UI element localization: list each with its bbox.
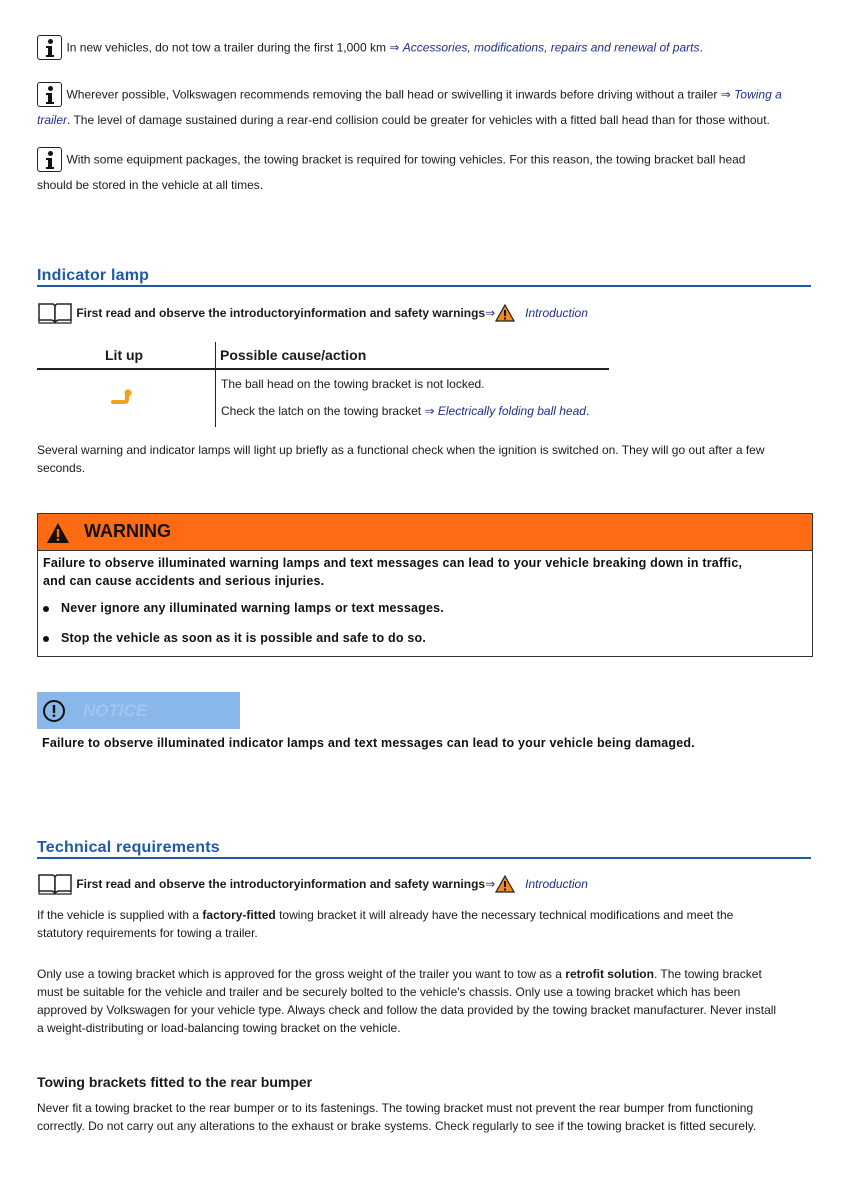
link-arrow: ⇒ bbox=[485, 877, 496, 891]
bullet-dot bbox=[43, 606, 49, 612]
info-note-1-after: . bbox=[699, 40, 703, 55]
info-note-3-line2: should be stored in the vehicle at all times. bbox=[37, 178, 264, 192]
read-first-line bbox=[37, 302, 737, 324]
info-note-2-after: . The level of damage sustained during a rear-end collision could be greater for vehicles with a fitted ball head than for those without. bbox=[67, 113, 770, 127]
tech-p1-a: If the vehicle is supplied with a bbox=[37, 908, 203, 922]
table-cause: The ball head on the towing bracket is not locked. bbox=[221, 377, 485, 391]
tech-p2-a: Only use a towing bracket which is approved for the gross weight of the trailer you want to tow as a bbox=[37, 967, 566, 981]
info-icon bbox=[37, 147, 62, 172]
book-icon bbox=[37, 873, 73, 895]
info-icon bbox=[37, 82, 62, 107]
table-action-after: . bbox=[585, 404, 590, 418]
link-arrow: ⇒ bbox=[485, 306, 496, 320]
lamp-table bbox=[37, 342, 609, 427]
table-action bbox=[221, 402, 589, 420]
table-vertical-divider bbox=[215, 342, 216, 427]
section-title-technical: Technical requirements bbox=[37, 839, 220, 856]
tech-p2-line3: approved by Volkswagen for your vehicle type. Always check and follow the data provided by the towing bracket manufacturer. Never install bbox=[37, 1003, 777, 1017]
table-header-rule bbox=[37, 368, 609, 370]
tech-p2-line2: must be suitable for the vehicle and trailer and be securely bolted to the vehicle's chassis. Only use a towing bracket which has been bbox=[37, 985, 741, 999]
tech-p1-line2: statutory requirements for towing a trailer. bbox=[37, 926, 258, 940]
warning-triangle-icon bbox=[495, 875, 515, 893]
notice-text: Failure to observe illuminated indicator lamps and text messages can lead to your vehicle being damaged. bbox=[42, 736, 695, 750]
tech-p2-line1 bbox=[37, 965, 762, 983]
tech-p2-line4: a weight-distributing or load-balancing towing bracket on the vehicle. bbox=[37, 1021, 401, 1035]
warning-bullet-1-text: Never ignore any illuminated warning lamps or text messages. bbox=[61, 601, 444, 615]
warning-bullet-1 bbox=[43, 599, 444, 617]
link-accessories[interactable]: Accessories, modifications, repairs and renewal of parts bbox=[402, 40, 700, 55]
link-introduction[interactable]: Introduction bbox=[525, 306, 588, 320]
warning-bullet-2 bbox=[43, 629, 426, 647]
notice-header bbox=[37, 692, 240, 729]
link-arrow: ⇒ bbox=[389, 40, 400, 55]
warning-header bbox=[37, 513, 813, 551]
info-icon bbox=[37, 35, 62, 60]
link-electrically-folding[interactable]: Electrically folding ball head bbox=[437, 404, 586, 418]
info-note-2-text: Wherever possible, Volkswagen recommends removing the ball head or swivelling it inwards before driving without a trailer bbox=[66, 87, 721, 102]
warning-triangle-icon bbox=[46, 522, 70, 549]
warning-line1: Failure to observe illuminated warning lamps and text messages can lead to your vehicle breaking down in traffic, bbox=[43, 556, 743, 570]
ball-head-lamp-icon bbox=[111, 388, 137, 408]
notice-label: NOTICE bbox=[83, 701, 148, 720]
tech-p3-line2: correctly. Do not carry out any alterations to the exhaust or brake systems. Check regularly to see if the towing bracket is fitted securely. bbox=[37, 1119, 757, 1133]
tech-p2-bold: retrofit solution bbox=[565, 967, 654, 981]
read-first-line-2 bbox=[37, 873, 737, 895]
warning-triangle-icon bbox=[495, 304, 515, 322]
warning-line2: and can cause accidents and serious injuries. bbox=[43, 574, 325, 588]
link-towing-trailer-part2[interactable]: trailer bbox=[37, 113, 68, 127]
info-note-1-text: In new vehicles, do not tow a trailer during the first 1,000 km bbox=[66, 40, 390, 55]
table-header-lit-up: Lit up bbox=[105, 347, 144, 363]
info-note-3-line1: With some equipment packages, the towing bracket is required for towing vehicles. For this reason, the towing bracket ball head bbox=[66, 152, 746, 167]
link-arrow: ⇒ bbox=[720, 87, 731, 102]
notice-exclamation-icon bbox=[42, 699, 66, 728]
tech-p2-b: . The towing bracket bbox=[653, 967, 762, 981]
table-action-text: Check the latch on the towing bracket bbox=[221, 404, 425, 418]
bullet-dot bbox=[43, 636, 49, 642]
indicator-paragraph-line2: seconds. bbox=[37, 461, 86, 475]
table-header-cause: Possible cause/action bbox=[220, 347, 367, 363]
indicator-paragraph-line1: Several warning and indicator lamps will light up briefly as a functional check when the ignition is switched on. They will go out after a few bbox=[37, 443, 765, 457]
tech-p1-b: towing bracket it will already have the necessary technical modifications and meet the bbox=[275, 908, 734, 922]
read-first-text: First read and observe the introductoryinformation and safety warnings bbox=[76, 877, 486, 891]
tech-p1-bold: factory-fitted bbox=[202, 908, 276, 922]
section-rule bbox=[37, 857, 811, 859]
book-icon bbox=[37, 302, 73, 324]
warning-bullet-2-text: Stop the vehicle as soon as it is possible and safe to do so. bbox=[61, 631, 427, 645]
info-note-1 bbox=[37, 35, 817, 60]
tech-p1-line1 bbox=[37, 906, 733, 924]
link-arrow: ⇒ bbox=[424, 404, 435, 418]
read-first-text: First read and observe the introductoryinformation and safety warnings bbox=[76, 306, 486, 320]
section-rule bbox=[37, 285, 811, 287]
info-note-3 bbox=[37, 147, 817, 172]
warning-body bbox=[37, 551, 813, 657]
section-title-indicator-lamp: Indicator lamp bbox=[37, 267, 150, 284]
link-towing-trailer-part1[interactable]: Towing a bbox=[734, 87, 782, 102]
link-introduction[interactable]: Introduction bbox=[525, 877, 588, 891]
info-note-2 bbox=[37, 82, 817, 107]
info-note-2-cont bbox=[37, 111, 827, 129]
tech-p3-line1: Never fit a towing bracket to the rear bumper or to its fastenings. The towing bracket must not prevent the rear bumper from functioning bbox=[37, 1101, 754, 1115]
warning-label: WARNING bbox=[84, 521, 171, 541]
subheading-rear-bumper: Towing brackets fitted to the rear bumper bbox=[37, 1074, 313, 1090]
